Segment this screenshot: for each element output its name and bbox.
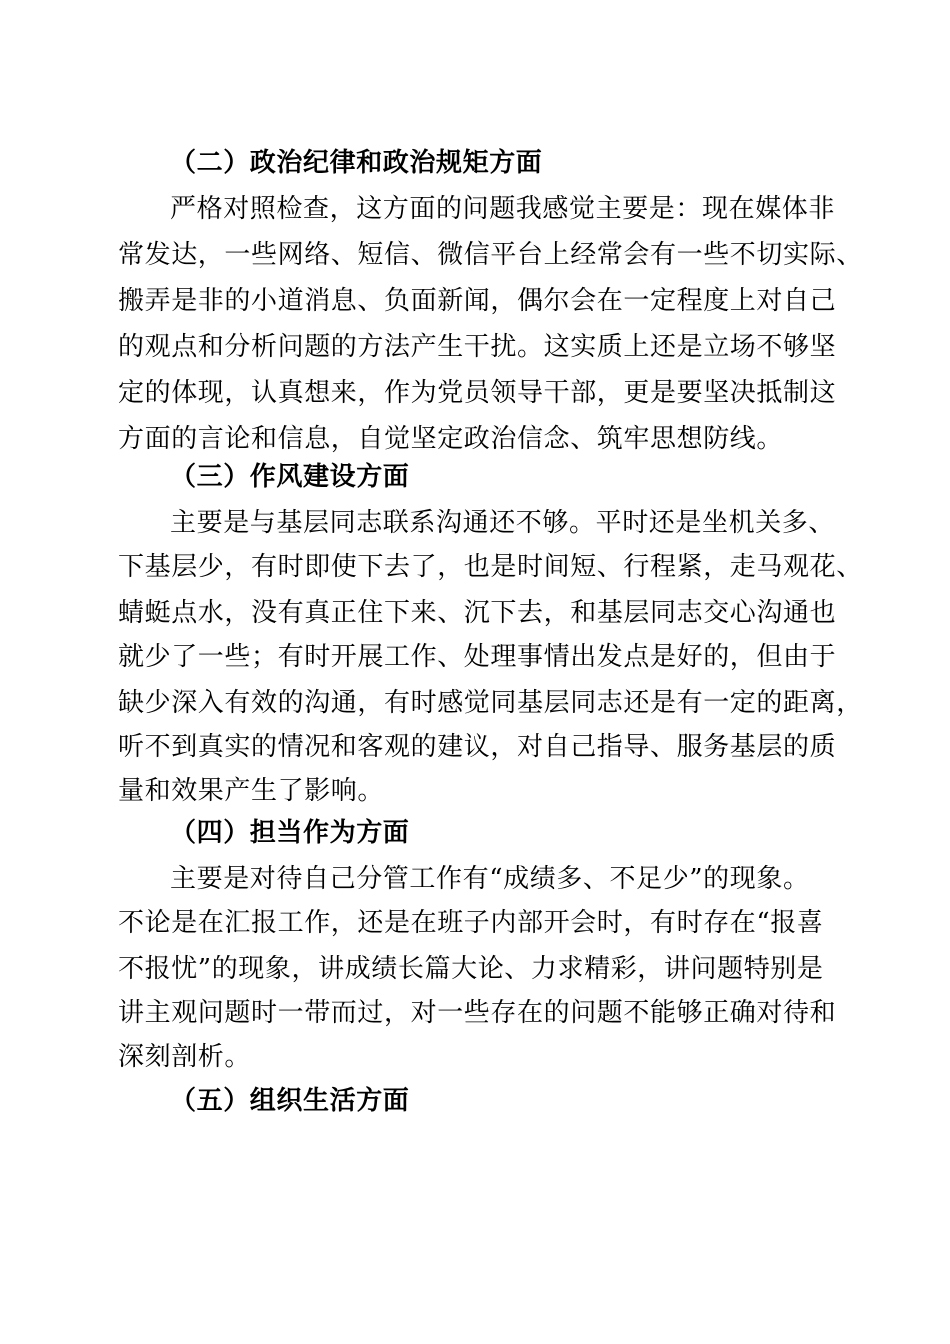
section-heading-political-discipline: （二）政治纪律和政治规矩方面 — [170, 148, 543, 178]
paragraph-line: 不论是在汇报工作，还是在班子内部开会时，有时存在“报喜 — [118, 908, 824, 938]
section-heading-responsibility: （四）担当作为方面 — [170, 818, 410, 848]
paragraph-line: 主要是对待自己分管工作有“成绩多、不足少”的现象。 — [170, 864, 810, 894]
paragraph-line: 常发达，一些网络、短信、微信平台上经常会有一些不切实际、 — [118, 240, 863, 270]
paragraph-line: 的观点和分析问题的方法产生干扰。这实质上还是立场不够坚 — [118, 332, 837, 362]
paragraph-line: 蜻蜓点水，没有真正住下来、沉下去，和基层同志交心沟通也 — [118, 598, 837, 628]
paragraph-line: 讲主观问题时一带而过，对一些存在的问题不能够正确对待和 — [118, 998, 837, 1028]
paragraph-line: 不报忧”的现象，讲成绩长篇大论、力求精彩，讲问题特别是 — [118, 954, 824, 984]
paragraph-line: 下基层少，有时即使下去了，也是时间短、行程紧，走马观花、 — [118, 552, 863, 582]
paragraph-line: 主要是与基层同志联系沟通还不够。平时还是坐机关多、 — [170, 508, 836, 538]
paragraph-line: 缺少深入有效的沟通，有时感觉同基层同志还是有一定的距离， — [118, 688, 863, 718]
paragraph-line: 方面的言论和信息，自觉坚定政治信念、筑牢思想防线。 — [118, 424, 784, 454]
paragraph-line: 严格对照检查，这方面的问题我感觉主要是：现在媒体非 — [170, 194, 836, 224]
paragraph-line: 就少了一些；有时开展工作、处理事情出发点是好的，但由于 — [118, 642, 837, 672]
paragraph-line: 听不到真实的情况和客观的建议，对自己指导、服务基层的质 — [118, 732, 837, 762]
paragraph-line: 深刻剖析。 — [118, 1042, 252, 1072]
paragraph-line: 搬弄是非的小道消息、负面新闻，偶尔会在一定程度上对自己 — [118, 286, 837, 316]
paragraph-line: 量和效果产生了影响。 — [118, 776, 385, 806]
section-heading-work-style: （三）作风建设方面 — [170, 462, 410, 492]
section-heading-organizational-life: （五）组织生活方面 — [170, 1086, 410, 1116]
paragraph-line: 定的体现，认真想来，作为党员领导干部，更是要坚决抵制这 — [118, 378, 837, 408]
